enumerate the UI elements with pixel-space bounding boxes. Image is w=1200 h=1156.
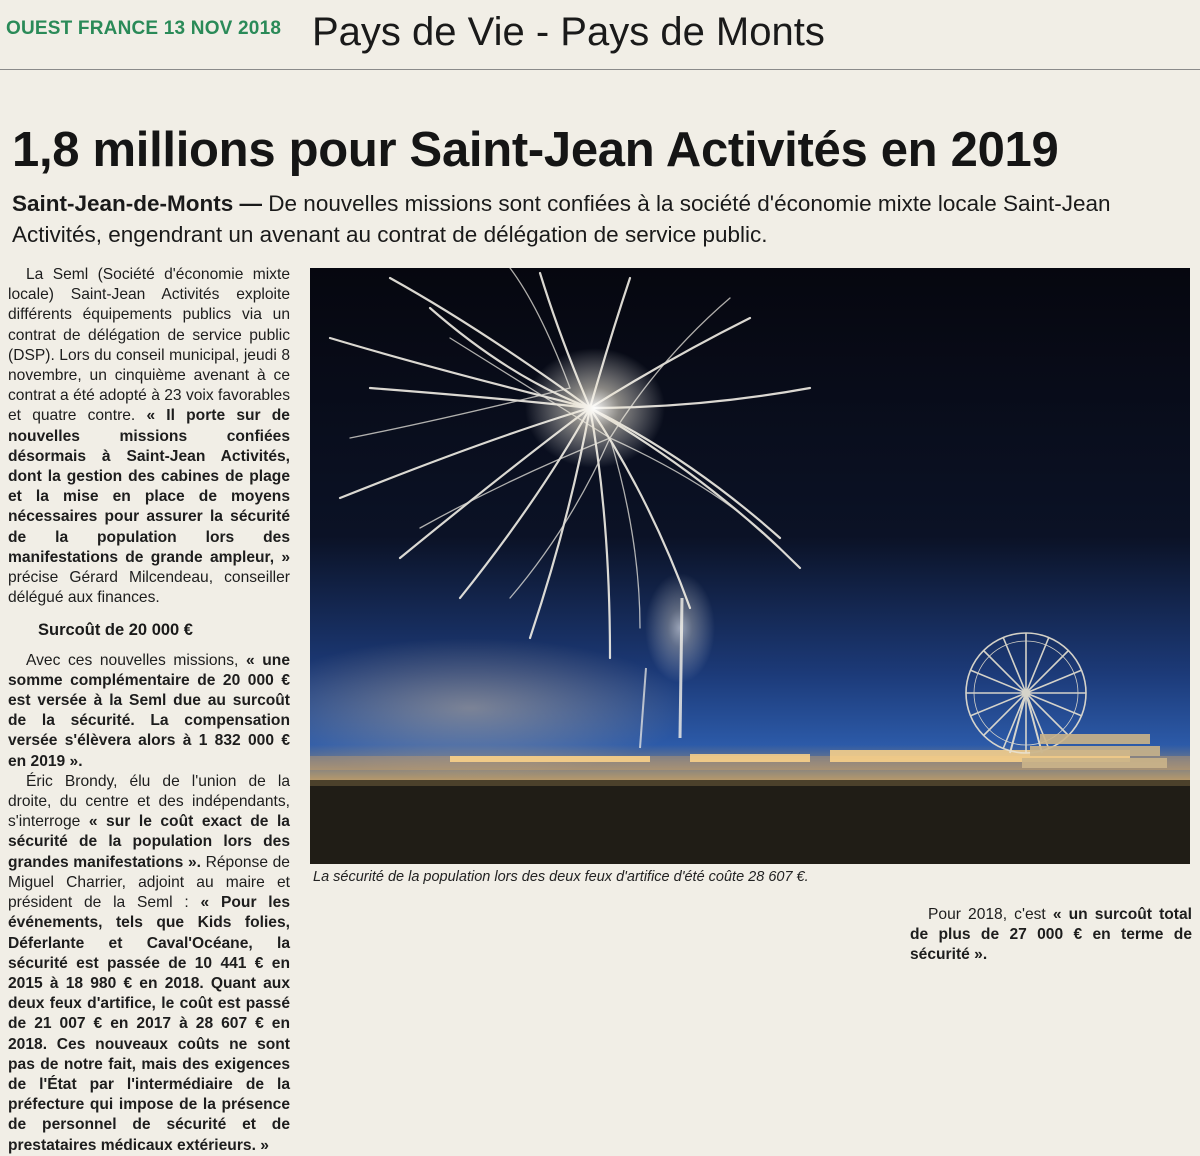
source-label: OUEST FRANCE 13 NOV 2018 xyxy=(6,18,282,39)
masthead-rule xyxy=(0,69,1200,70)
column-4 xyxy=(910,905,1192,966)
section-title: Pays de Vie - Pays de Monts xyxy=(312,10,825,54)
paragraph-surcout: Avec ces nouvelles missions, « une somme complémentaire de 20 000 € est versée à la Seml due au surcoût de la sécurité. La compensation versée s'élèvera alors à 1 832 000 € en 2019 ». xyxy=(8,651,290,770)
deck xyxy=(12,188,1182,250)
building xyxy=(1022,734,1167,768)
dateline: Saint-Jean-de-Monts — xyxy=(12,191,263,216)
paragraph-brondy: Éric Brondy, élu de l'union de la droite, du centre et des indépendants, s'interroge « sur le coût exact de la sécurité de la population lors des grandes manifestations ». Réponse de Miguel Charrier, adjoint au maire et président de la Seml : « Pour les événements, tels que Kids folies, Déferlante et Caval'Océane, la sécurité est passée de 10 441 € en 2015 à 18 980 € en 2018. Quant aux deux feux d'artifice, le coût est passé de 21 007 € en 2017 à 28 607 € en 2018. Ces nouveaux coûts ne sont pas de notre fait, mais des exigences de l'État par l'intermédiaire de la préfecture qui impose de la présence de personnel de sécurité et de prestataires médicaux extérieurs. » xyxy=(8,772,290,1154)
masthead xyxy=(0,0,1200,72)
subhead: Surcoût de 20 000 € xyxy=(38,621,193,640)
column-1 xyxy=(8,265,290,1156)
headline: 1,8 millions pour Saint-Jean Activités en 2019 xyxy=(12,123,1059,177)
quote-milcendeau: « Il porte sur de nouvelles missions confiées désormais à Saint-Jean Activités, dont la gestion des cabines de plage et la mise en place de moyens nécessaires pour assurer la sécurité de la population lors des manifestations de grande ampleur, » xyxy=(8,407,290,566)
photo-caption: La sécurité de la population lors des deux feux d'artifice d'été coûte 28 607 €. xyxy=(313,869,809,885)
deck-text: De nouvelles missions sont confiées à la société d'économie mixte locale Saint-Jean Activités, engendrant un avenant au contrat de délégation de service public. xyxy=(12,191,1111,247)
paragraph-intro: La Seml (Société d'économie mixte locale) Saint-Jean Activités exploite différents équipements publics via un contrat de délégation de service public (DSP). Lors du conseil municipal, jeudi 8 novembre, un cinquième avenant à ce contrat a été adopté à 23 voix favorables et quatre contre. « Il porte sur de nouvelles missions confiées désormais à Saint-Jean Activités, dont la gestion des cabines de plage et la mise en place de moyens nécessaires pour assurer la sécurité de la population lors des manifestations de grande ampleur, » précise Gérard Milcendeau, conseiller délégué aux finances. xyxy=(8,266,290,607)
fireworks-photo xyxy=(310,268,1190,864)
paragraph-conclusion: Pour 2018, c'est « un surcoût total de plus de 27 000 € en terme de sécurité ». xyxy=(910,906,1192,964)
